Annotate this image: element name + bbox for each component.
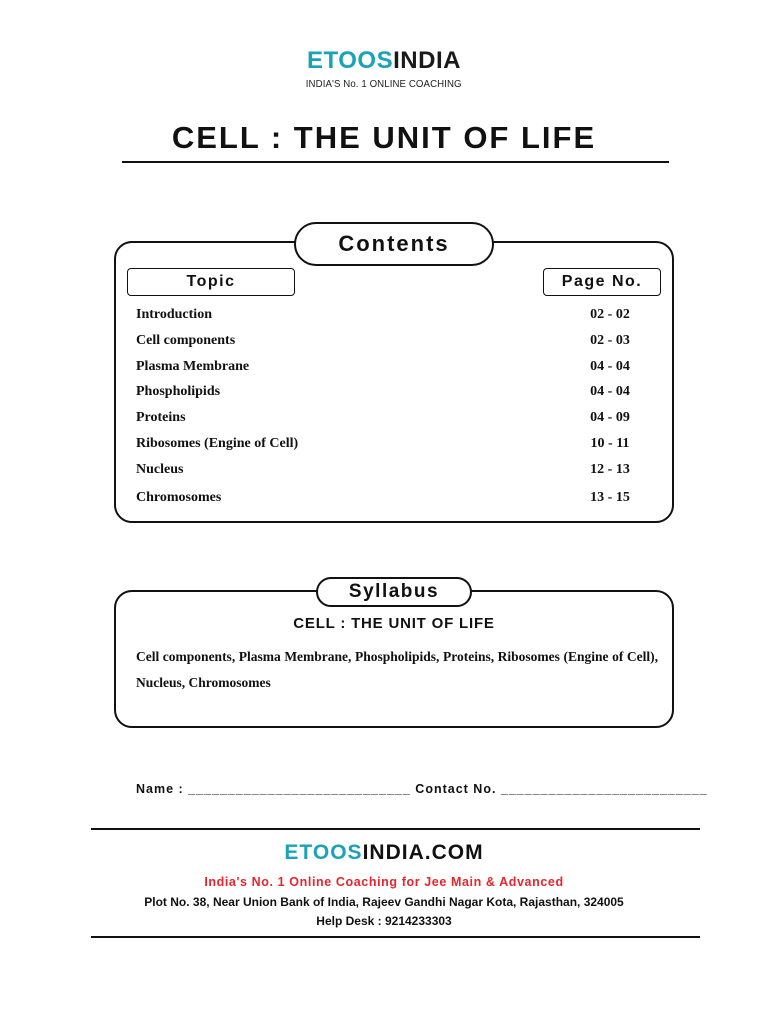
contents-row-topic: Plasma Membrane xyxy=(136,359,250,374)
contents-heading: Contents xyxy=(294,222,494,266)
logo-tagline: INDIA'S No. 1 ONLINE COACHING xyxy=(306,78,462,90)
contents-row-topic: Chromosomes xyxy=(136,490,222,505)
name-field-label: Name : ____________________________ xyxy=(136,782,411,796)
name-contact-line xyxy=(136,782,708,796)
footer-site-part1: ETOOS xyxy=(284,841,363,864)
logo-brand-part1: ETOOS xyxy=(307,47,394,74)
footer-helpdesk: Help Desk : 9214233303 xyxy=(316,914,452,928)
contents-row-topic: Nucleus xyxy=(136,462,184,477)
contents-row-pages: 02 - 03 xyxy=(590,333,630,348)
contents-row-topic: Phospholipids xyxy=(136,384,221,399)
contents-row-pages: 04 - 04 xyxy=(590,384,630,399)
contents-row-pages: 04 - 04 xyxy=(590,359,630,374)
title-underline xyxy=(122,161,669,163)
contents-row-topic: Proteins xyxy=(136,410,186,425)
brand-logo xyxy=(0,48,768,92)
contents-row-pages: 10 - 11 xyxy=(590,436,630,451)
syllabus-text: Cell components, Plasma Membrane, Phospholipids, Proteins, Ribosomes (Engine of Cell), Nucleus, Chromosomes xyxy=(136,649,658,690)
syllabus-heading: Syllabus xyxy=(316,577,472,607)
contents-row-topic: Cell components xyxy=(136,333,236,348)
footer-site-part2: INDIA.COM xyxy=(362,841,484,864)
page-column-header: Page No. xyxy=(543,268,661,296)
contents-row-pages: 12 - 13 xyxy=(590,462,630,477)
syllabus-subheading: CELL : THE UNIT OF LIFE xyxy=(293,615,495,632)
footer-bottom-rule xyxy=(91,936,700,938)
document-title: CELL : THE UNIT OF LIFE xyxy=(171,120,597,155)
logo-wordmark xyxy=(0,48,768,74)
contents-row-pages: 04 - 09 xyxy=(590,410,630,425)
contact-field-label: Contact No. __________________________ xyxy=(415,782,708,796)
contents-row-topic: Introduction xyxy=(136,307,212,322)
contents-row-pages: 13 - 15 xyxy=(590,490,630,505)
contents-row-pages: 02 - 02 xyxy=(590,307,630,322)
footer-address: Plot No. 38, Near Union Bank of India, Rajeev Gandhi Nagar Kota, Rajasthan, 324005 xyxy=(144,895,624,909)
logo-brand-part2: INDIA xyxy=(393,47,461,74)
topic-column-header: Topic xyxy=(127,268,295,296)
footer-top-rule xyxy=(91,828,700,830)
footer-website xyxy=(0,841,768,865)
contents-row-topic: Ribosomes (Engine of Cell) xyxy=(136,436,299,451)
footer-tagline: India's No. 1 Online Coaching for Jee Main & Advanced xyxy=(204,875,564,889)
